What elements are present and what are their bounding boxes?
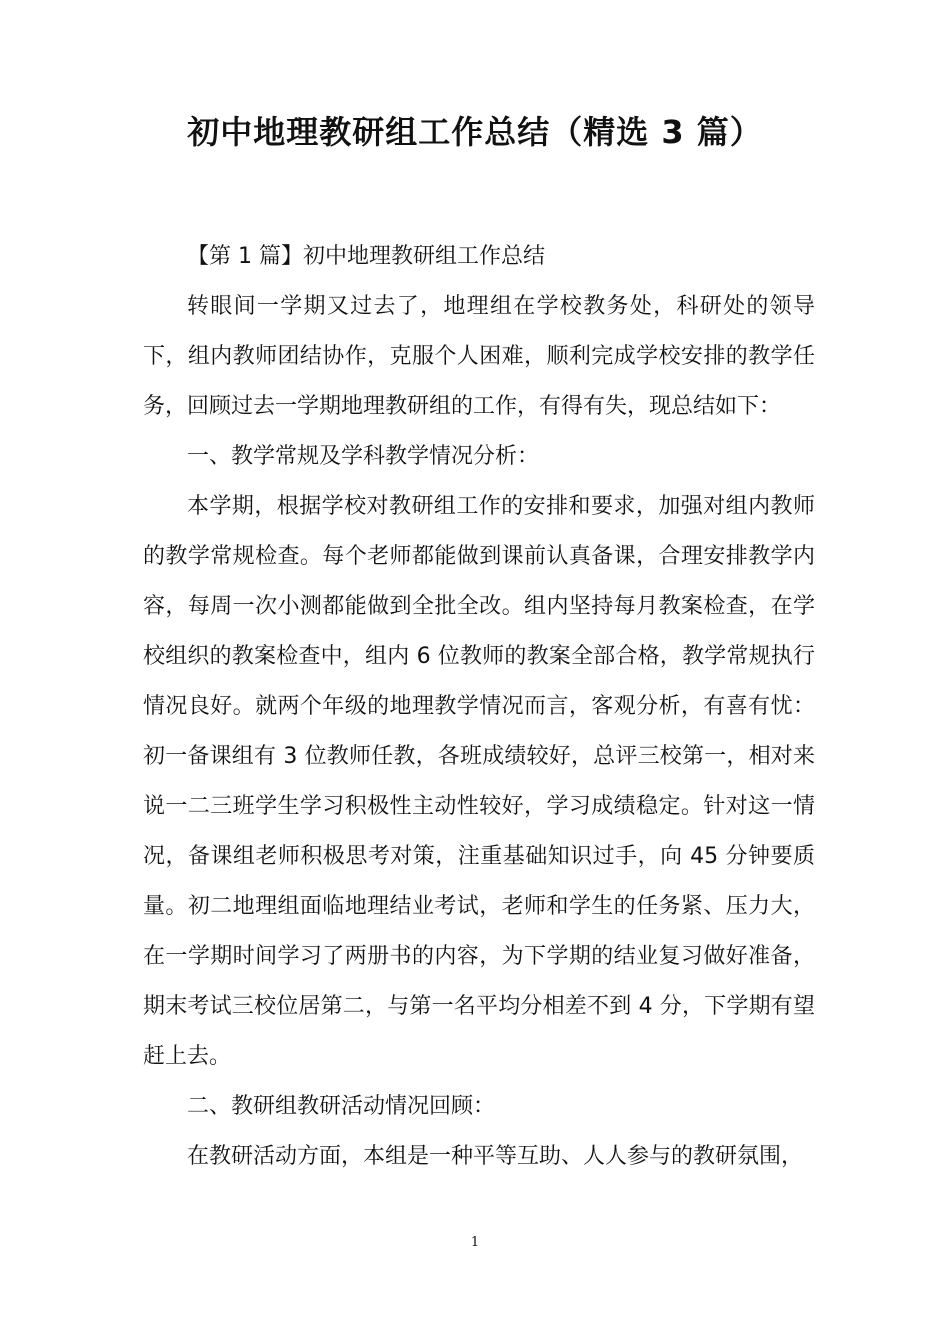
document-body [143,232,815,1182]
section-heading-research-activities: 二、教研组教研活动情况回顾： [187,1094,496,1119]
page-number: 1 [470,1235,480,1250]
research-activities-paragraph: 在教研活动方面，本组是一种平等互助、人人参与的教研氛围， [187,1144,804,1169]
teaching-routine-paragraph: 本学期，根据学校对教研组工作的安排和要求，加强对组内教师的教学常规检查。每个老师都能做到课前认真备课，合理安排教学内容，每周一次小测都能做到全批全改。组内坚持每月教案检查，在学校组织的教案检查中，组内 6 位教师的教案全部合格，教学常规执行情况良好。就两个年级的地理教学情况而言，客观分析，有喜有忧：初一备课组有 3 位教师任教，各班成绩较好，总评三校第一，相对来说一二三班学生学习积极性主动性较好，学习成绩稳定。针对这一情况，备课组老师积极思考对策，注重基础知识过手，向 45 分钟要质量。初二地理组面临地理结业考试，老师和学生的任务紧、压力大，在一学期时间学习了两册书的内容，为下学期的结业复习做好准备，期末考试三校位居第二，与第一名平均分相差不到 4 分，下学期有望赶上去。 [143,494,815,1069]
intro-paragraph: 转眼间一学期又过去了，地理组在学校教务处，科研处的领导下，组内教师团结协作，克服个人困难，顺利完成学校安排的教学任务，回顾过去一学期地理教研组的工作，有得有失，现总结如下： [143,294,815,419]
section-heading-teaching-routine: 一、教学常规及学科教学情况分析： [187,444,540,469]
document-title: 初中地理教研组工作总结（精选 3 篇） [187,113,763,151]
section-heading-part-1: 【第 1 篇】初中地理教研组工作总结 [187,244,545,269]
